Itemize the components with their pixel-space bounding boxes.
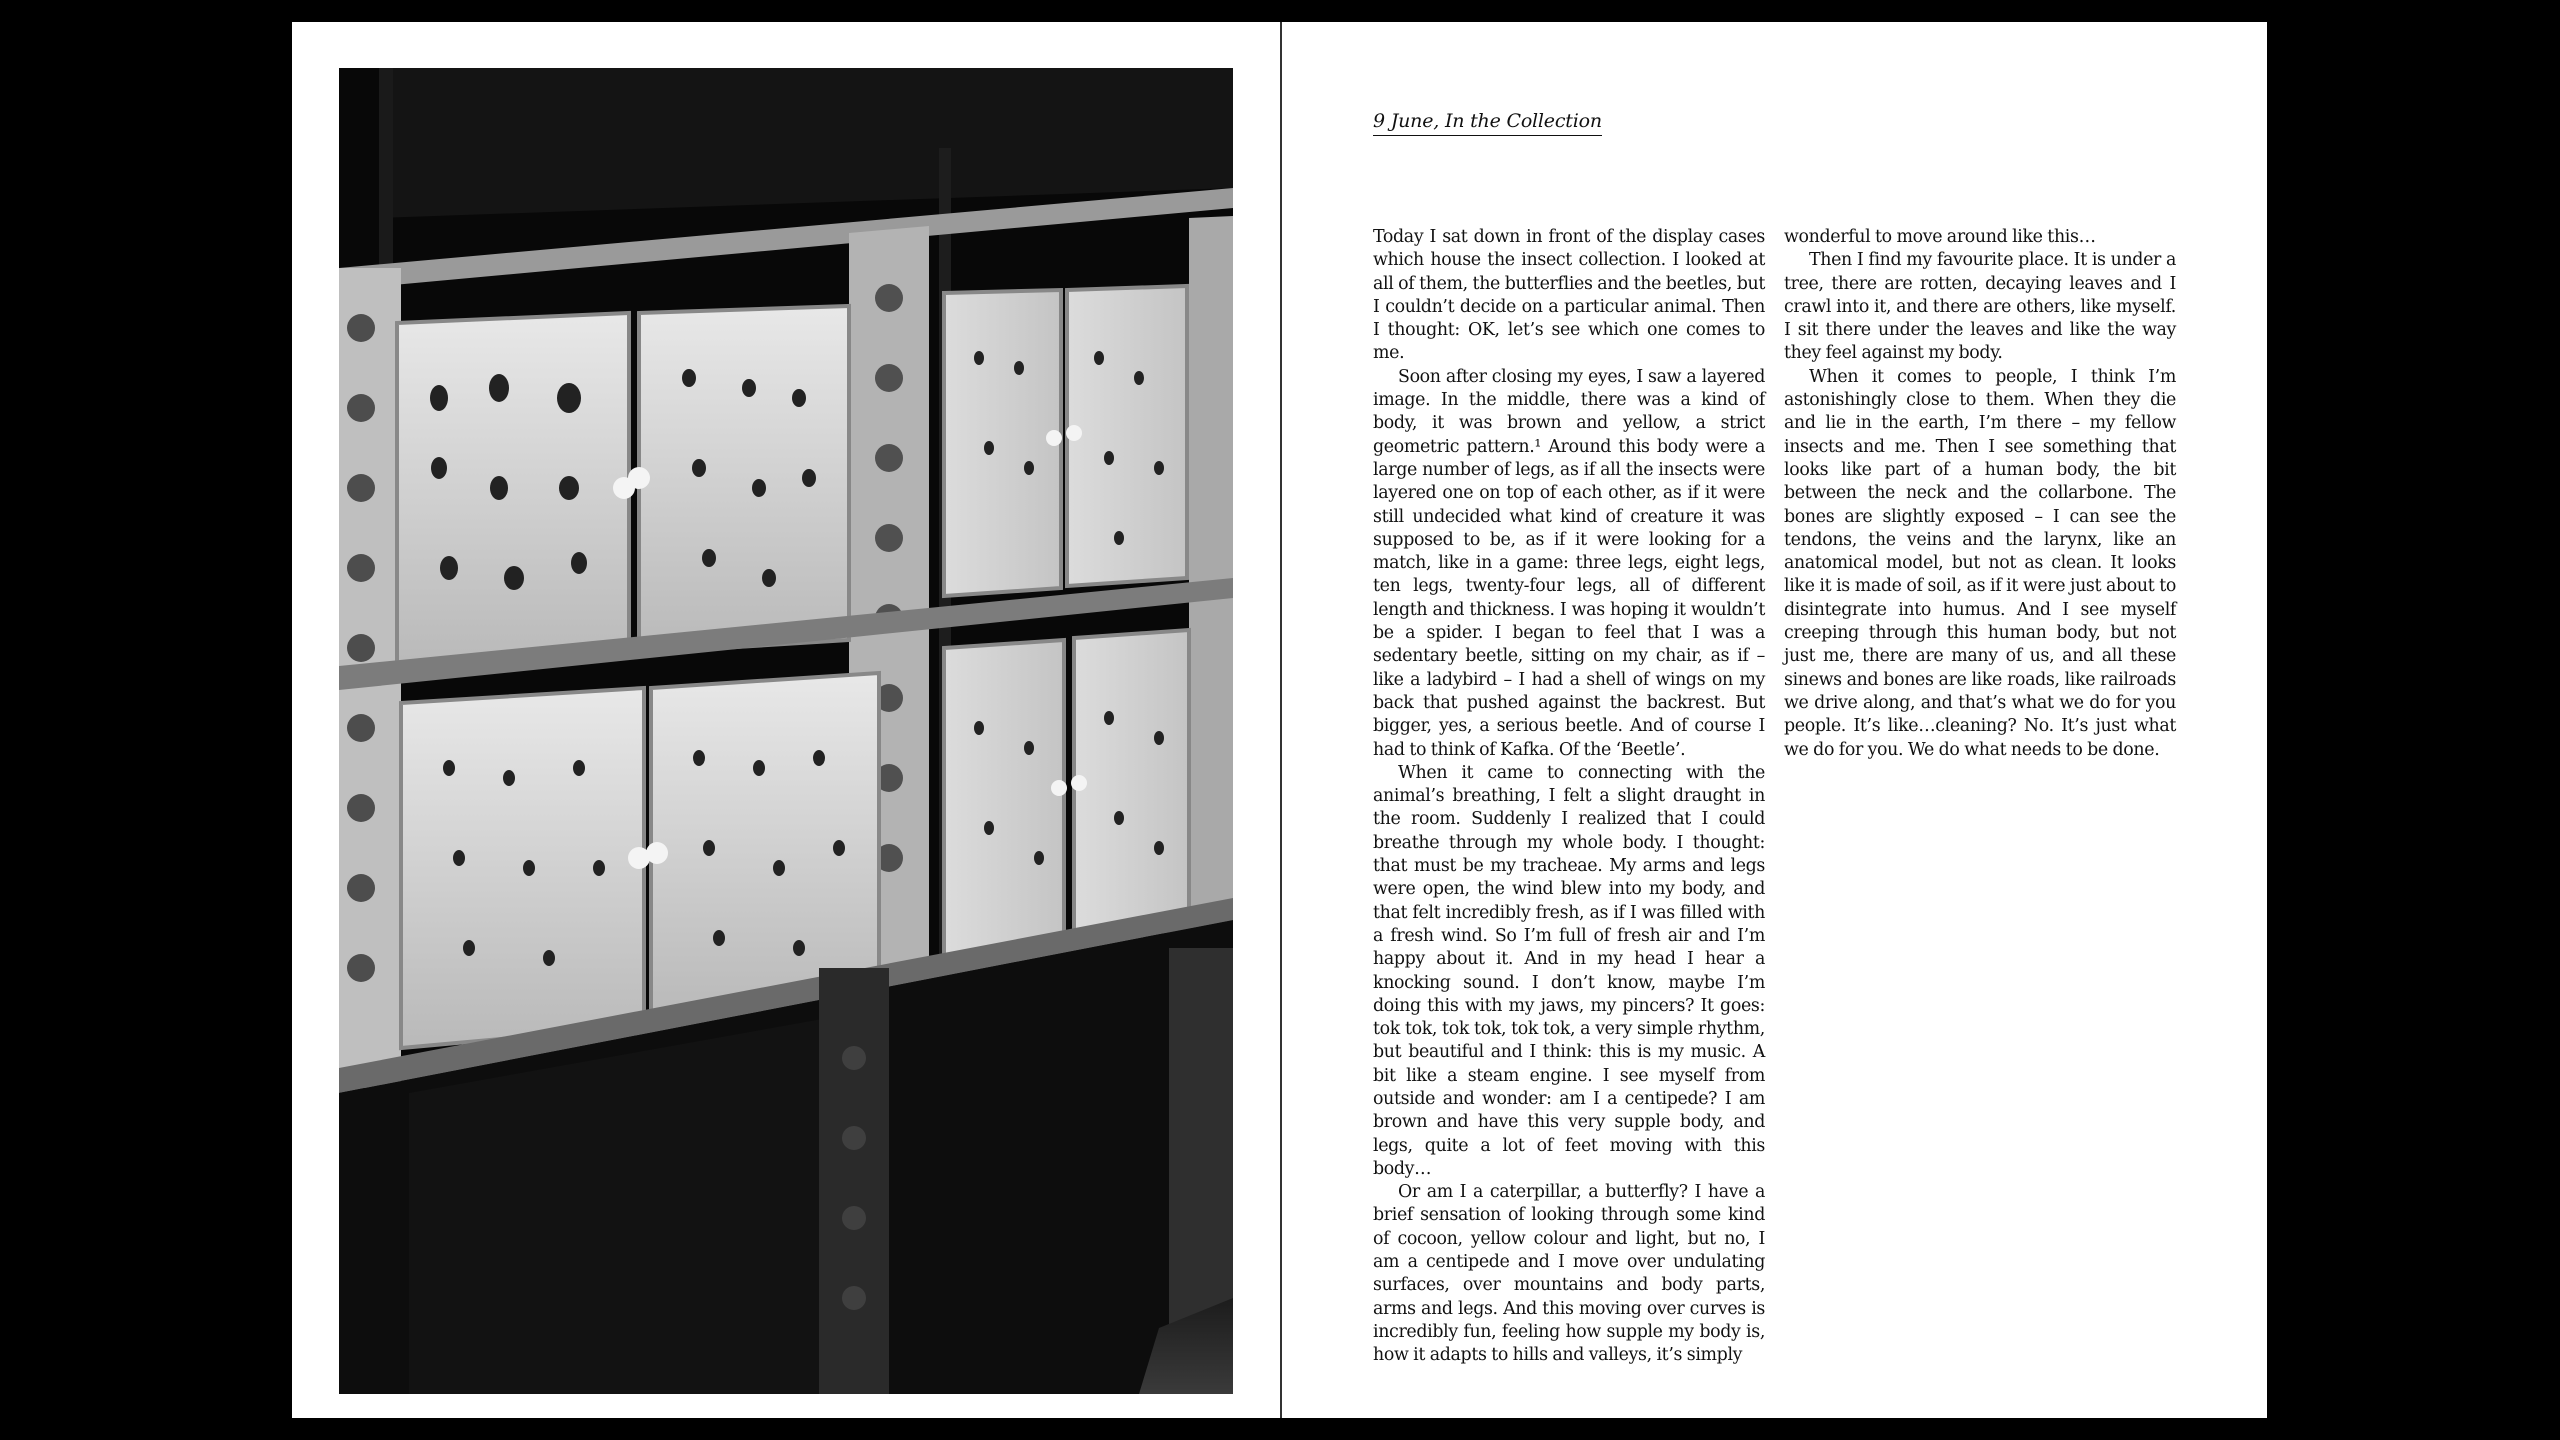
paragraph: Soon after closing my eyes, I saw a layered image. In the middle, there was a kind of body, it was brown and yellow, a strict geometric pattern.¹ Around this body were a large number of legs, as if all the insects were layered one on top of each other, as if it were still undecided what kind of creature it was supposed to be, as if it were looking for a match, like in a game: three legs, eight legs, ten legs, twenty-four legs, all of different length and thickness. I was hoping it wouldn’t be a spider. I began to feel that I was a sedentary beetle, sitting on my chair, as if – like a ladybird – I had a shell of wings on my back that pushed against the backrest. But bigger, yes, a serious beetle. And of course I had to think of Kafka. Of the ‘Beetle’. — [1373, 366, 1765, 760]
text-column-2 — [1784, 226, 2176, 762]
paragraph: Today I sat down in front of the display cases which house the insect collection. I looked at all of them, the butterflies and the beetles, but I couldn’t decide on a particular animal. Then I thought: OK, let’s see which one comes to me. — [1373, 227, 1765, 364]
text-column-1 — [1373, 226, 1765, 1368]
right-page — [1282, 22, 2267, 1418]
paragraph: When it comes to people, I think I’m astonishingly close to them. When they die and lie in the earth, I’m there – my fellow insects and me. Then I see something that looks like part of a human body, the bit between the neck and the collarbone. The bones are slightly exposed – I can see the tendons, the veins and the larynx, like an anatomical model, but not as clean. It looks like it is made of soil, as if it were just about to disintegrate into humus. And I see myself creeping through this human body, but not just me, there are many of us, and all these sinews and bones are like roads, like railroads we drive along, and that’s what we do for you people. It’s like…cleaning? No. It’s just what we do for you. We do what needs to be done. — [1784, 366, 2176, 760]
paragraph: Then I find my favourite place. It is under a tree, there are rotten, decaying leaves and I crawl into it, and there are others, like myself. I sit there under the leaves and like the way they feel against my body. — [1784, 250, 2176, 364]
paragraph: wonderful to move around like this… — [1784, 227, 2096, 247]
paragraph: Or am I a caterpillar, a butterfly? I have a brief sensation of looking through some kind of cocoon, yellow colour and light, but no, I am a centipede and I move over undulating surfaces, over mountains and body parts, arms and legs. And this moving over curves is incredibly fun, feeling how supple my body is, how it adapts to hills and valleys, it’s simply — [1373, 1182, 1765, 1366]
section-title: 9 June, In the Collection — [1373, 110, 1602, 136]
left-page — [292, 22, 1280, 1418]
paragraph: When it came to connecting with the animal’s breathing, I felt a slight draught in the room. Suddenly I realized that I could breathe through my whole body. I thought: that must be my tracheae. My arms and legs were open, the wind blew into my body, and that felt incredibly fresh, as if I was filled with a fresh wind. So I’m full of fresh air and I’m happy about it. And in my head I hear a knocking sound. I don’t know, maybe I’m doing this with my jaws, my pincers? It goes: tok tok, tok tok, tok tok, a very simple rhythm, but beautiful and I think: this is my music. A bit like a steam engine. I see myself from outside and wonder: am I a centipede? I am brown and have this very supple body, and legs, quite a lot of feet moving with this body… — [1373, 762, 1765, 1179]
insect-collection-photo — [339, 68, 1233, 1394]
